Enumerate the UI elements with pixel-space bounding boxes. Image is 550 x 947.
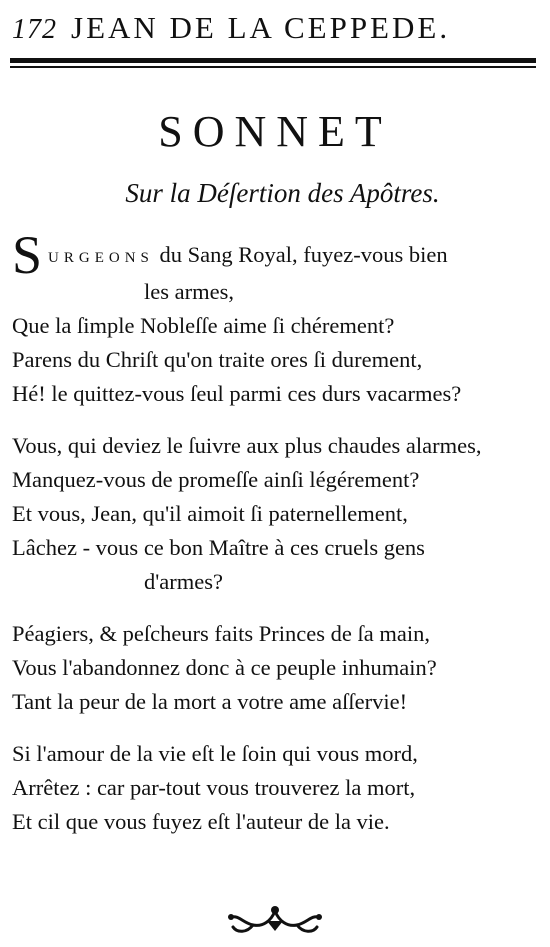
poem-line: Et cil que vous fuyez eſt l'auteur de la vie.	[12, 809, 390, 834]
poem-body	[12, 225, 542, 857]
poem-line-continuation: les armes,	[144, 279, 234, 304]
stanza-1	[12, 225, 542, 411]
first-line-text	[12, 225, 542, 285]
running-header	[12, 10, 532, 46]
poem-line: Vous, qui deviez le ſuivre aux plus chaudes alarmes,	[12, 433, 482, 458]
page-number: 172	[12, 14, 57, 45]
header-rule-thin	[10, 66, 536, 68]
poem-line: Parens du Chriſt qu'on traite ores ſi durement,	[12, 347, 423, 372]
poem-line: Hé! le quittez-vous ſeul parmi ces durs vacarmes?	[12, 381, 462, 406]
poem-line: Arrêtez : car par-tout vous trouverez la mort,	[12, 775, 416, 800]
poem-line-continuation: d'armes?	[144, 569, 224, 594]
poem-line: Tant la peur de la mort a votre ame aſſervie!	[12, 689, 408, 714]
poem-subtitle: Sur la Déſertion des Apôtres.	[125, 178, 440, 208]
running-head-title: JEAN DE LA CEPPEDE.	[71, 10, 451, 45]
drop-cap: S	[12, 225, 43, 285]
poem-line: Manquez-vous de promeſſe ainſi légérement?	[12, 467, 420, 492]
stanza-4	[12, 737, 542, 839]
stanza-3	[12, 617, 542, 719]
poem-line: Que la ſimple Nobleſſe aime ſi chérement?	[12, 313, 395, 338]
poem-line: Lâchez - vous ce bon Maître à ces cruels gens	[12, 535, 425, 560]
poem-line: Péagiers, & peſcheurs faits Princes de ſa main,	[12, 621, 430, 646]
header-rule-thick	[10, 58, 536, 63]
poem-title: SONNET	[158, 107, 392, 156]
first-word-smallcaps: URGEONS	[48, 250, 154, 266]
poem-line: Si l'amour de la vie eſt le ſoin qui vous mord,	[12, 741, 418, 766]
poem-line	[12, 225, 542, 285]
tailpiece-ornament-icon	[223, 903, 327, 937]
stanza-2	[12, 429, 542, 599]
first-line-rest: du Sang Royal, fuyez-vous bien	[159, 242, 448, 267]
poem-line: Vous l'abandonnez donc à ce peuple inhumain?	[12, 655, 437, 680]
poem-line: Et vous, Jean, qu'il aimoit ſi paternellement,	[12, 501, 408, 526]
